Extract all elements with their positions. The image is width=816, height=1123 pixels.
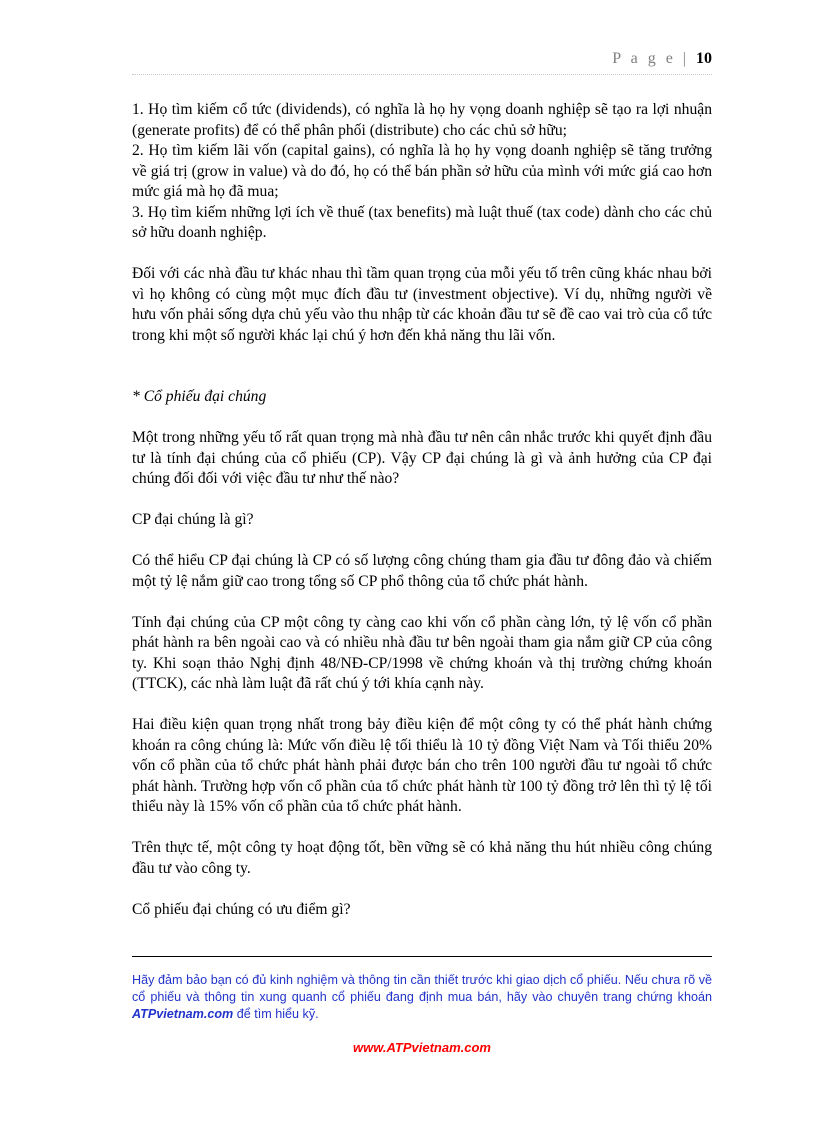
question-what: CP đại chúng là gì? bbox=[132, 511, 254, 528]
list-item-capital-gains: 2. Họ tìm kiếm lãi vốn (capital gains), có nghĩa là họ hy vọng doanh nghiệp sẽ tăng trưởng về giá trị (grow in value) và do đó, họ có thể bán phần sở hữu của mình với mức giá cao hơn mức giá mà họ đã mua; bbox=[132, 142, 712, 200]
paragraph-conditions: Hai điều kiện quan trọng nhất trong bảy điều kiện để một công ty có thể phát hành chứng khoán ra công chúng là: Mức vốn điều lệ tối thiểu là 10 tỷ đồng Việt Nam và Tối thiểu 20% vốn cổ phần của tổ chức phát hành phải được bán cho trên 100 người đầu tư ngoài tổ chức phát hành. Trường hợp vốn cổ phần của tổ chức phát hành từ 100 tỷ đồng trở lên thì tỷ lệ tối thiểu này là 15% vốn cổ phần của tổ chức phát hành. bbox=[132, 716, 712, 815]
footer-text-after: để tìm hiểu kỹ. bbox=[233, 1007, 319, 1021]
footer-divider bbox=[132, 956, 712, 957]
page-number: 10 bbox=[696, 50, 712, 67]
paragraph-investors: Đối với các nhà đầu tư khác nhau thì tầm quan trọng của mỗi yếu tố trên cũng khác nhau bởi vì họ không có cùng một mục đích đầu tư (investment objective). Ví dụ, những người về hưu vốn phải sống dựa chủ yếu vào thu nhập từ các khoản đầu tư sẽ đề cao vai trò của cổ tức trong khi một số người khác lại chú ý hơn đến khả năng thu lãi vốn. bbox=[132, 265, 712, 344]
footer-url-link[interactable]: www.ATPvietnam.com bbox=[353, 1040, 491, 1055]
section-heading: * Cổ phiếu đại chúng bbox=[132, 388, 267, 405]
footer-notice bbox=[132, 972, 712, 1023]
paragraph-definition: Có thể hiểu CP đại chúng là CP có số lượng công chúng tham gia đầu tư đông đảo và chiếm một tỷ lệ nắm giữ cao trong tổng số CP phổ thông của tổ chức phát hành. bbox=[132, 552, 712, 590]
paragraph-intro: Một trong những yếu tố rất quan trọng mà nhà đầu tư nên cân nhắc trước khi quyết định đầu tư là tính đại chúng của cổ phiếu (CP). Vậy CP đại chúng là gì và ảnh hưởng của CP đại chúng đối đối với việc đầu tư như thế nào? bbox=[132, 429, 712, 487]
page-header bbox=[612, 50, 712, 68]
paragraph-reality: Trên thực tế, một công ty hoạt động tốt, bền vững sẽ có khả năng thu hút nhiều công chúng đầu tư vào công ty. bbox=[132, 839, 712, 877]
question-advantages: Cổ phiếu đại chúng có ưu điểm gì? bbox=[132, 900, 351, 918]
footer-text-before: Hãy đảm bảo bạn có đủ kinh nghiệm và thông tin cần thiết trước khi giao dịch cổ phiếu. Nếu chưa rõ về cổ phiếu và thông tin xung quanh cổ phiếu đang định mua bán, hãy vào chuyên trang chứng khoán bbox=[132, 973, 712, 1004]
list-item-dividends: 1. Họ tìm kiếm cổ tức (dividends), có nghĩa là họ hy vọng doanh nghiệp sẽ tạo ra lợi nhuận (generate profits) để có thể phân phối (distribute) cho các chủ sở hữu; bbox=[132, 101, 712, 139]
page-label: P a g e | bbox=[612, 50, 689, 67]
paragraph-public: Tính đại chúng của CP một công ty càng cao khi vốn cổ phần càng lớn, tỷ lệ vốn cổ phần phát hành ra bên ngoài cao và có nhiều nhà đầu tư bên ngoài tham gia nắm giữ CP của công ty. Khi soạn thảo Nghị định 48/NĐ-CP/1998 về chứng khoán và thị trường chứng khoán (TTCK), các nhà làm luật đã rất chú ý tới khía cạnh này. bbox=[132, 613, 712, 692]
list-item-tax-benefits: 3. Họ tìm kiếm những lợi ích về thuế (tax benefits) mà luật thuế (tax code) dành cho các chủ sở hữu doanh nghiệp. bbox=[132, 203, 712, 241]
footer-brand-link[interactable]: ATPvietnam.com bbox=[132, 1007, 234, 1021]
header-divider bbox=[132, 74, 712, 75]
document-body bbox=[132, 100, 712, 920]
